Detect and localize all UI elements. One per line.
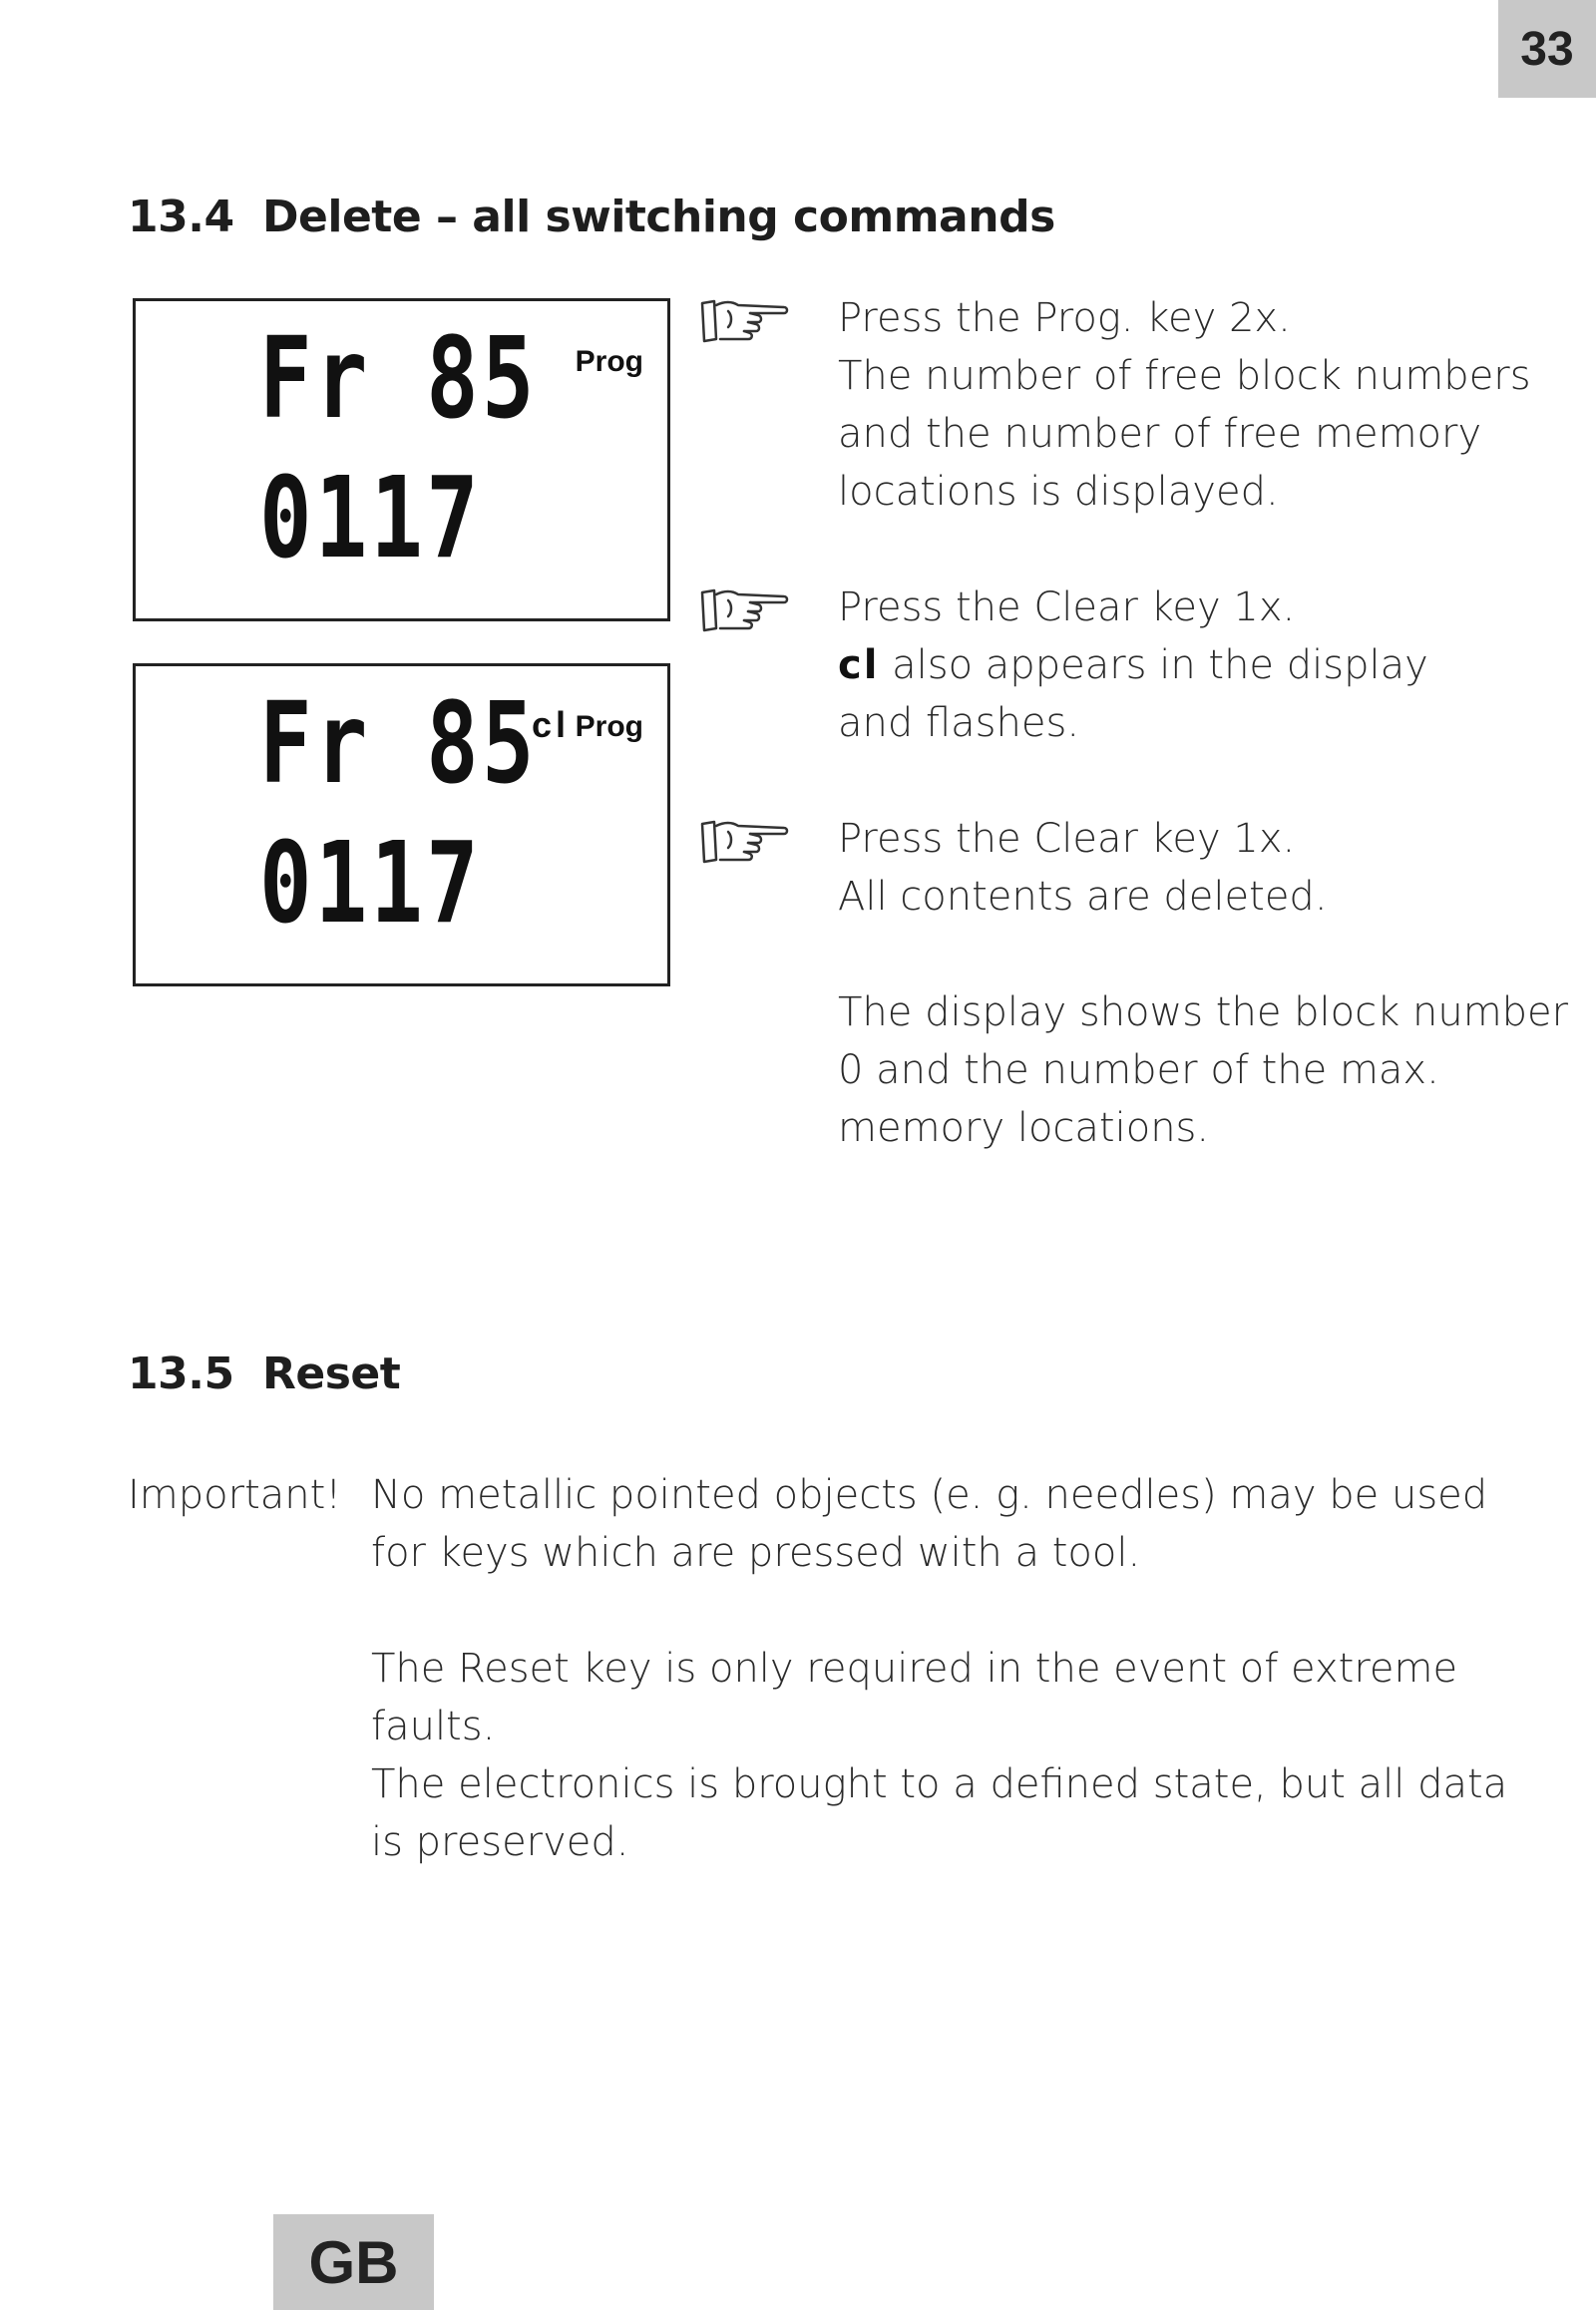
section-number: 13.5 [128, 1348, 234, 1399]
lcd-display-2 [133, 663, 670, 986]
step-1-text: Press the Prog. key 2x. The number of free block numbers and the number of free memory locations is displayed. [838, 295, 1531, 515]
lcd-display-1 [133, 298, 670, 621]
lcd-bottom-line: 0117 [259, 819, 482, 949]
step-2-line-2: also appears in the display and flashes. [838, 642, 1428, 746]
result-text: The display shows the block number 0 and the number of the max. memory locations. [838, 989, 1569, 1151]
language-tab: GB [273, 2214, 434, 2310]
lcd-cl-indicator: cl [531, 704, 570, 745]
pointing-hand-icon [698, 584, 790, 634]
step-3-text: Press the Clear key 1x. All contents are deleted. [838, 816, 1328, 920]
lcd-prog-indicator: Prog [575, 710, 643, 743]
step-2-line-1: Press the Clear key 1x. [838, 584, 1296, 630]
cl-symbol: cl [838, 642, 880, 688]
reset-description: The Reset key is only required in the event of extreme faults. The electronics is brought to a defined state, but all data is preserved. [371, 1646, 1508, 1865]
section-title: Delete – all switching commands [262, 192, 1055, 242]
pointing-hand-icon [698, 295, 790, 345]
important-text: No metallic pointed objects (e. g. needles) may be used for keys which are pressed with a tool. [371, 1472, 1488, 1576]
page-number: 33 [1498, 0, 1596, 98]
section-title: Reset [262, 1348, 401, 1399]
section-heading-13-4 [128, 192, 1055, 242]
step-2-text [838, 578, 1576, 752]
section-heading-13-5 [128, 1348, 400, 1399]
pointing-hand-icon [698, 816, 790, 866]
lcd-bottom-line: 0117 [259, 454, 482, 583]
lcd-top-line: Fr 85 [259, 314, 538, 444]
section-number: 13.4 [128, 192, 234, 242]
lcd-top-line: Fr 85 [259, 679, 538, 809]
lcd-prog-indicator: Prog [575, 345, 643, 378]
important-label: Important! [128, 1472, 342, 1518]
